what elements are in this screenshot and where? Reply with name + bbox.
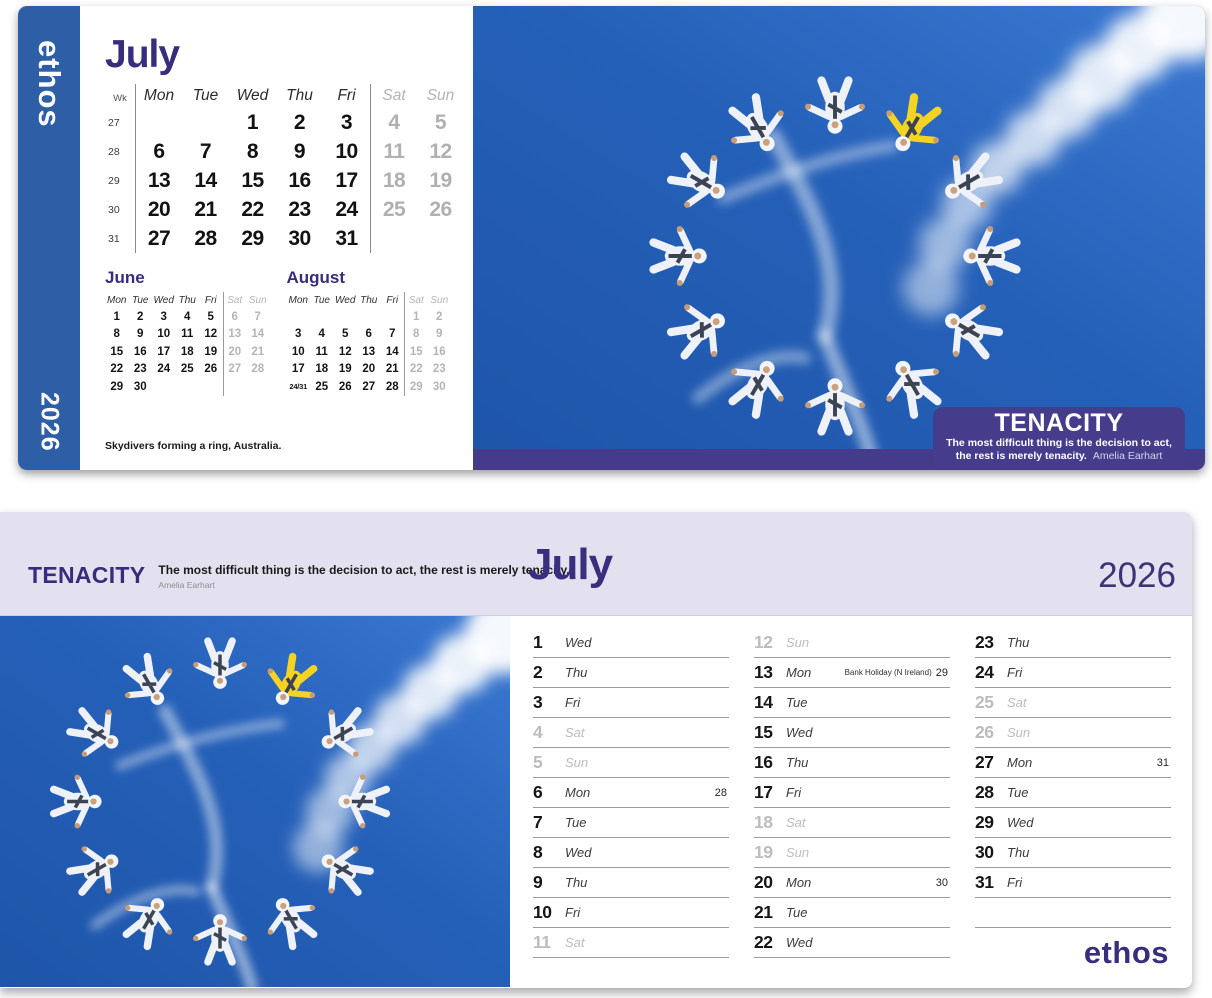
mini-day-cell: 6: [365, 328, 372, 341]
mini-day-header: Tue: [132, 294, 149, 306]
planner-row: [975, 628, 1171, 658]
mini-day-cell: [199, 378, 223, 396]
mini-day-cell: 19: [204, 345, 218, 358]
week-number: 30: [935, 876, 948, 889]
mini-day-cell: [152, 378, 176, 396]
mini-day-cell: 3: [295, 328, 302, 341]
day-name: Tue: [786, 695, 808, 710]
day-name: Fri: [565, 695, 581, 710]
day-cell: 5: [434, 110, 447, 134]
day-cell: 30: [288, 226, 311, 250]
mini-day-cell: [287, 308, 311, 326]
planner-row: [533, 658, 729, 688]
mini-day-cell: 19: [338, 363, 352, 376]
planner-row: [533, 808, 729, 838]
day-number: 8: [533, 842, 543, 862]
day-number: 26: [975, 722, 994, 742]
day-number: 21: [754, 902, 773, 922]
planner-row: [754, 688, 950, 718]
day-cell: 11: [370, 137, 417, 166]
day-cell: [135, 108, 182, 137]
mini-day-cell: 27: [223, 361, 247, 379]
mini-day-cell: 12: [204, 328, 218, 341]
day-header: Sun: [426, 87, 455, 104]
day-name: Mon: [1007, 755, 1033, 770]
day-cell: 17: [335, 168, 358, 192]
mini-calendar-august: [287, 268, 452, 396]
month-title: July: [105, 33, 180, 76]
day-number: 9: [533, 872, 543, 892]
top-calendar-card: [18, 6, 1205, 470]
planner-row: [754, 628, 950, 658]
day-name: Sun: [565, 755, 589, 770]
day-name: Thu: [565, 665, 588, 680]
day-cell: 8: [246, 139, 259, 163]
day-cell: 14: [194, 168, 217, 192]
holiday-note: Bank Holiday (N Ireland): [844, 668, 932, 677]
mini-day-cell: 24/31: [289, 382, 308, 392]
planner-row: [533, 838, 729, 868]
mini-calendars: [105, 268, 473, 396]
mini-day-cell: [223, 378, 247, 396]
week-number: 28: [714, 786, 727, 799]
mini-day-cell: 10: [291, 345, 305, 358]
mini-day-cell: 1: [113, 310, 120, 323]
day-name: Wed: [786, 725, 813, 740]
planner-header: [0, 512, 1192, 616]
planner-row: [533, 928, 729, 958]
planner-row: [754, 838, 950, 868]
day-cell: 7: [199, 139, 212, 163]
day-cell: 31: [335, 226, 358, 250]
mini-day-header: Fri: [386, 294, 399, 306]
mini-day-cell: 4: [318, 328, 325, 341]
mini-day-cell: 7: [254, 310, 261, 323]
day-number: 30: [975, 842, 994, 862]
day-header: Tue: [192, 87, 219, 104]
day-number: 28: [975, 782, 994, 802]
day-list-area: [510, 616, 1192, 987]
mini-day-cell: 23: [432, 363, 446, 376]
planner-row: [754, 808, 950, 838]
day-name: Fri: [1007, 665, 1023, 680]
mini-day-cell: 11: [315, 345, 328, 358]
wk-header: Wk: [113, 93, 127, 104]
day-header: Wed: [236, 87, 269, 104]
day-number: 29: [975, 812, 994, 832]
day-name: Thu: [1007, 845, 1030, 860]
planner-row: [533, 898, 729, 928]
mini-day-cell: 9: [436, 328, 443, 341]
mini-month-title: June: [105, 268, 145, 287]
mini-day-cell: 28: [385, 380, 399, 393]
planner-quote-text: The most difficult thing is the decision to act, the rest is merely tenacity.: [158, 563, 570, 577]
mini-grid: [105, 292, 270, 396]
day-cell: 9: [293, 139, 306, 163]
day-name: Sat: [786, 815, 806, 830]
mini-day-cell: 18: [180, 345, 194, 358]
day-name: Thu: [1007, 635, 1030, 650]
week-number: 29: [935, 666, 948, 679]
day-cell: 1: [246, 110, 259, 134]
mini-day-cell: 2: [436, 310, 443, 323]
mini-day-cell: 3: [160, 310, 167, 323]
day-column-3: [975, 628, 1171, 987]
mini-day-cell: 16: [133, 345, 147, 358]
mini-day-cell: [176, 378, 200, 396]
day-cell: 22: [241, 197, 264, 221]
mini-day-cell: 15: [404, 343, 428, 361]
mini-day-cell: 2: [137, 310, 144, 323]
day-number: 14: [754, 692, 773, 712]
day-cell: 20: [135, 195, 182, 224]
day-cell: 27: [135, 224, 182, 253]
day-name: Fri: [786, 785, 802, 800]
day-number: 31: [975, 872, 994, 892]
day-header: Fri: [337, 87, 356, 104]
mini-day-cell: 5: [207, 310, 214, 323]
day-name: Sat: [1007, 695, 1027, 710]
planner-photo: [0, 616, 510, 987]
planner-row: [975, 658, 1171, 688]
day-cell: 26: [429, 197, 452, 221]
day-cell: 13: [135, 166, 182, 195]
mini-day-cell: 17: [157, 345, 171, 358]
mini-day-header: Thu: [360, 294, 378, 306]
day-name: Thu: [565, 875, 588, 890]
planner-row: [533, 718, 729, 748]
week-number: 29: [108, 174, 120, 187]
day-cell: 19: [429, 168, 452, 192]
spine-band: [18, 6, 80, 470]
day-number: 2: [533, 662, 543, 682]
day-header: Mon: [135, 84, 182, 108]
mini-day-cell: 30: [133, 380, 147, 393]
day-cell: 18: [370, 166, 417, 195]
quote-title: TENACITY: [994, 409, 1124, 437]
day-name: Tue: [786, 905, 808, 920]
mini-day-cell: 9: [137, 328, 144, 341]
mini-day-cell: 29: [110, 380, 124, 393]
week-number: 30: [108, 203, 120, 216]
mini-day-cell: 23: [133, 363, 147, 376]
day-number: 17: [754, 782, 773, 802]
day-name: Tue: [565, 815, 587, 830]
mini-day-cell: 16: [432, 345, 446, 358]
day-name: Sun: [786, 845, 810, 860]
day-name: Wed: [1007, 815, 1034, 830]
day-number: 1: [533, 632, 543, 652]
planner-row: [533, 868, 729, 898]
quote-banner: [933, 407, 1185, 470]
day-number: 22: [754, 932, 773, 952]
day-number: 18: [754, 812, 773, 832]
day-cell: 16: [288, 168, 311, 192]
photo-caption: Skydivers forming a ring, Australia.: [105, 440, 282, 452]
day-number: 13: [754, 662, 773, 682]
mini-day-cell: 1: [404, 308, 428, 326]
planner-row: [975, 868, 1171, 898]
mini-day-cell: 6: [223, 308, 247, 326]
day-number: 27: [975, 752, 994, 772]
planner-row: [975, 778, 1171, 808]
day-name: Sun: [786, 635, 810, 650]
mini-day-header: Wed: [153, 294, 174, 306]
week-number: 27: [108, 116, 120, 129]
day-name: Sat: [565, 725, 585, 740]
day-number: 15: [754, 722, 773, 742]
day-cell: 28: [194, 226, 217, 250]
day-cell: 4: [370, 108, 417, 137]
planner-row: [754, 718, 950, 748]
mini-day-cell: 13: [362, 345, 376, 358]
planner-row: [975, 688, 1171, 718]
mini-day-cell: 7: [389, 328, 396, 341]
day-number: 3: [533, 692, 543, 712]
day-cell: 24: [335, 197, 358, 221]
mini-day-cell: 14: [251, 328, 265, 341]
mini-day-cell: 21: [385, 363, 399, 376]
day-cell: 29: [241, 226, 264, 250]
day-number: 4: [533, 722, 543, 742]
day-number: 11: [533, 932, 551, 952]
blank-row: [975, 898, 1171, 928]
day-number: 20: [754, 872, 773, 892]
mini-day-cell: [357, 308, 381, 326]
mini-day-cell: 29: [404, 378, 428, 396]
planner-row: [975, 808, 1171, 838]
day-name: Fri: [1007, 875, 1023, 890]
planner-row: [975, 838, 1171, 868]
day-cell: 10: [335, 139, 358, 163]
mini-day-header: Mon: [288, 294, 308, 306]
mini-day-cell: [381, 308, 405, 326]
day-name: Sat: [565, 935, 585, 950]
planner-row: [533, 688, 729, 718]
day-cell: [417, 224, 464, 253]
ethos-logo-bottom: ethos: [1083, 935, 1169, 970]
day-number: 24: [975, 662, 994, 682]
day-cell: 2: [293, 110, 306, 134]
day-header: Thu: [286, 87, 313, 104]
day-name: Wed: [565, 845, 592, 860]
planner-quote-author: Amelia Earhart: [158, 580, 215, 590]
mini-grid: [287, 292, 452, 396]
planner-year: 2026: [1098, 556, 1176, 595]
mini-day-cell: 5: [342, 328, 349, 341]
day-cell: 25: [370, 195, 417, 224]
bottom-planner-card: [0, 512, 1192, 988]
day-number: 16: [754, 752, 773, 772]
week-number: 28: [108, 145, 120, 158]
day-number: 23: [975, 632, 994, 652]
mini-day-header: Sun: [430, 294, 449, 306]
planner-row: [754, 898, 950, 928]
day-number: 25: [975, 692, 994, 712]
quote-line1: The most difficult thing is the decision to act,: [946, 437, 1172, 449]
day-column-2: [754, 628, 950, 987]
planner-quote-block: [28, 564, 570, 590]
day-cell: [182, 108, 229, 137]
day-header: Sat: [370, 84, 417, 108]
mini-day-header: Wed: [335, 294, 356, 306]
mini-day-cell: 27: [362, 380, 376, 393]
day-name: Mon: [565, 785, 591, 800]
mini-day-cell: 18: [315, 363, 329, 376]
planner-row: [533, 748, 729, 778]
week-number: 31: [108, 232, 120, 245]
day-number: 10: [533, 902, 552, 922]
planner-row: [754, 928, 950, 958]
day-name: Fri: [565, 905, 581, 920]
mini-day-cell: 11: [181, 328, 194, 341]
mini-day-cell: 14: [385, 345, 399, 358]
mini-day-cell: 17: [291, 363, 305, 376]
day-number: 7: [533, 812, 543, 832]
mini-day-cell: 22: [404, 361, 428, 379]
day-cell: 12: [429, 139, 452, 163]
mini-day-cell: 8: [404, 326, 428, 344]
planner-row: [754, 748, 950, 778]
mini-day-cell: [246, 378, 270, 396]
day-name: Sun: [1007, 725, 1031, 740]
mini-day-header: Mon: [107, 294, 127, 306]
day-name: Wed: [565, 635, 592, 650]
day-number: 5: [533, 752, 543, 772]
mini-day-header: Fri: [204, 294, 217, 306]
day-cell: [370, 224, 417, 253]
planner-month-title: July: [528, 540, 613, 589]
mini-day-header: Sat: [223, 292, 247, 308]
mini-calendar-june: [105, 268, 270, 396]
ethos-logo-spine: ethos: [32, 40, 67, 128]
mini-day-cell: 4: [184, 310, 191, 323]
week-number: 31: [1156, 756, 1169, 769]
mini-month-title: August: [286, 268, 346, 287]
planner-row: [754, 778, 950, 808]
mini-day-cell: 10: [157, 328, 171, 341]
planner-row: [754, 868, 950, 898]
spine-year: 2026: [35, 392, 64, 452]
mini-day-cell: 24: [157, 363, 171, 376]
day-cell: 6: [135, 137, 182, 166]
day-column-1: [533, 628, 729, 987]
day-cell: 3: [340, 110, 353, 134]
mini-day-header: Sat: [404, 292, 428, 308]
skydivers-photo: [473, 6, 1205, 470]
quote-line2: [933, 450, 1185, 463]
month-grid: [105, 84, 473, 253]
day-name: Tue: [1007, 785, 1029, 800]
day-number: 6: [533, 782, 543, 802]
day-name: Thu: [786, 755, 809, 770]
day-cell: 21: [194, 197, 217, 221]
mini-day-header: Sun: [248, 294, 267, 306]
mini-day-cell: 12: [338, 345, 352, 358]
photo-panel: [473, 6, 1205, 470]
day-number: 12: [754, 632, 773, 652]
skydivers-photo-small: [0, 616, 510, 987]
mini-day-cell: 30: [432, 380, 446, 393]
mini-day-cell: [310, 308, 334, 326]
mini-day-cell: [334, 308, 358, 326]
day-cell: 23: [288, 197, 311, 221]
planner-row: [533, 778, 729, 808]
calendar-page: [80, 6, 473, 470]
mini-day-cell: 21: [251, 345, 265, 358]
mini-day-header: Tue: [313, 294, 330, 306]
mini-day-cell: 15: [110, 345, 124, 358]
mini-day-cell: 26: [338, 380, 352, 393]
planner-row: [975, 718, 1171, 748]
mini-day-cell: 8: [113, 328, 120, 341]
day-name: Wed: [786, 935, 813, 950]
planner-quote-title: TENACITY: [28, 562, 146, 588]
quote-line2-text: the rest is merely tenacity.: [955, 450, 1087, 462]
mini-day-cell: 25: [315, 380, 329, 393]
mini-day-cell: 25: [180, 363, 194, 376]
day-name: Mon: [786, 665, 812, 680]
mini-day-cell: 26: [204, 363, 218, 376]
mini-day-cell: 20: [362, 363, 376, 376]
mini-day-header: Thu: [178, 294, 196, 306]
mini-day-cell: 28: [251, 363, 265, 376]
mini-day-cell: 22: [110, 363, 124, 376]
planner-row: [533, 628, 729, 658]
quote-author: Amelia Earhart: [1092, 450, 1163, 462]
mini-day-cell: 13: [223, 326, 247, 344]
planner-row: [975, 748, 1171, 778]
planner-row: [754, 658, 950, 688]
day-cell: 15: [241, 168, 264, 192]
planner-body: [0, 616, 1192, 987]
day-number: 19: [754, 842, 773, 862]
day-name: Mon: [786, 875, 812, 890]
mini-day-cell: 20: [223, 343, 247, 361]
